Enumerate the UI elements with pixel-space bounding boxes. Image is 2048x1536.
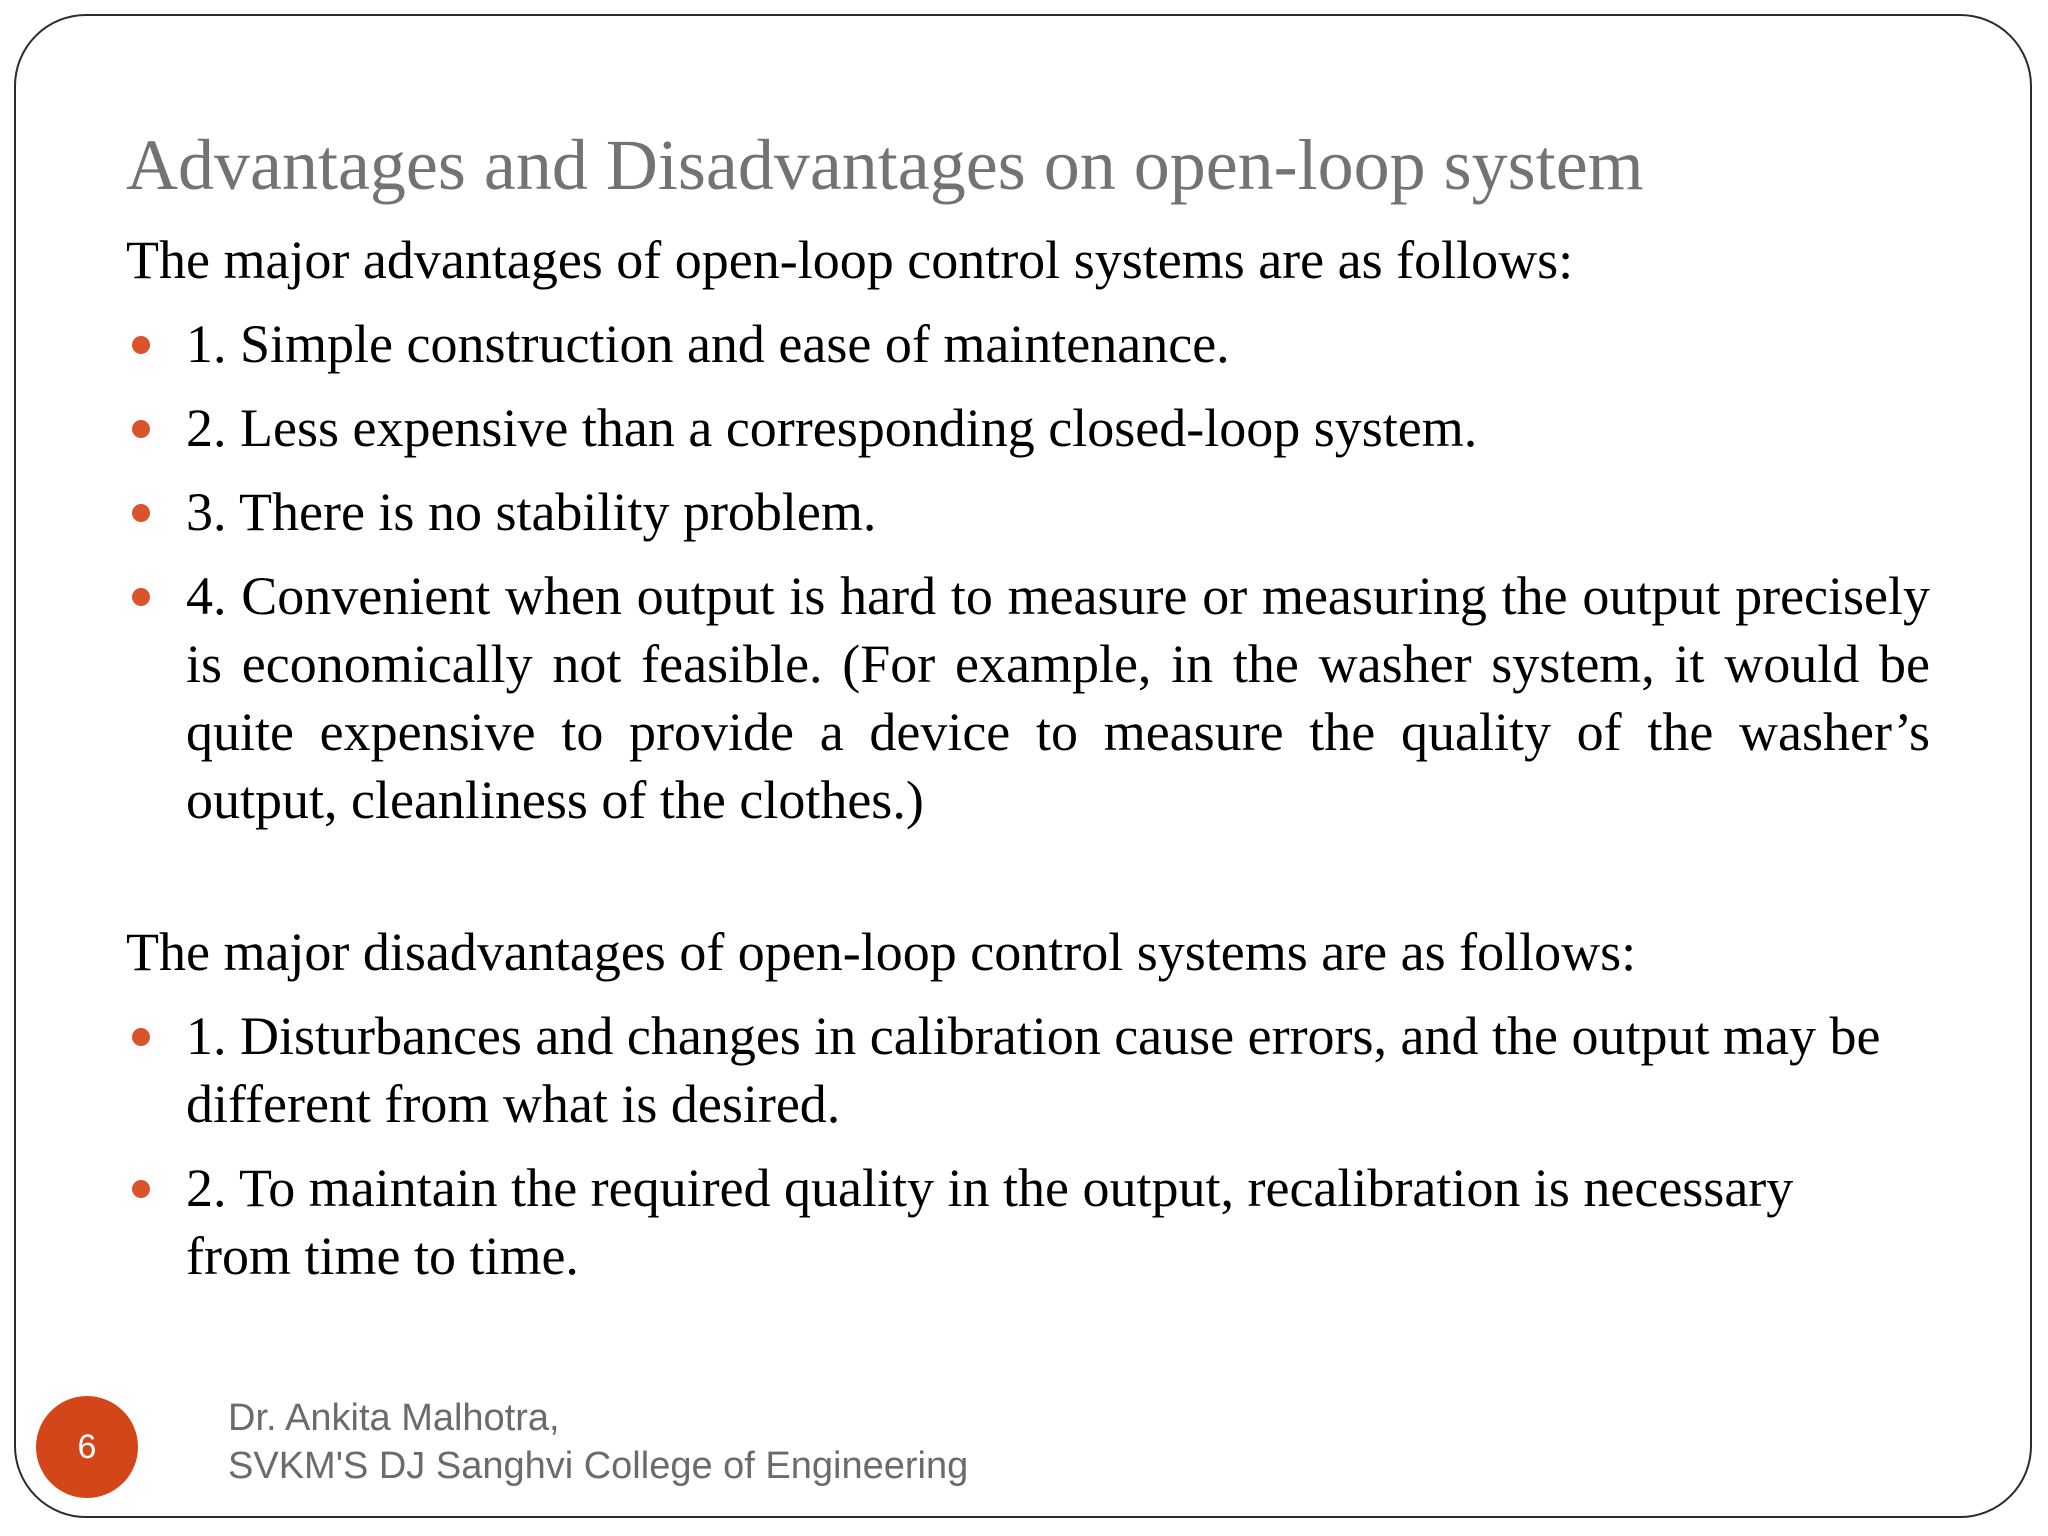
advantage-item-text: 4. Convenient when output is hard to measure or measuring the output precisely is economically not feasible. (For example, in the washer system, it would be quite expensive to provide a device to measure the quality of the washer’s output, cleanliness of the clothes.) bbox=[186, 566, 1930, 830]
advantage-item-text: 1. Simple construction and ease of maintenance. bbox=[186, 314, 1230, 374]
slide-frame bbox=[14, 14, 2032, 1518]
bullet-dot-icon bbox=[132, 420, 150, 438]
footer-institution: SVKM'S DJ Sanghvi College of Engineering bbox=[228, 1445, 969, 1487]
advantages-lead: The major advantages of open-loop control systems are as follows: bbox=[126, 230, 1574, 290]
bullet-dot-icon bbox=[132, 1180, 150, 1198]
bullet-dot-icon bbox=[132, 588, 150, 606]
disadvantage-item-text: 2. To maintain the required quality in the output, recalibration is necessary from time to time. bbox=[186, 1158, 1794, 1286]
footer-author: Dr. Ankita Malhotra, bbox=[228, 1397, 560, 1439]
footer-credit bbox=[228, 1394, 968, 1490]
advantages-list bbox=[126, 310, 1946, 834]
advantage-item-4 bbox=[126, 562, 1946, 834]
advantage-item-3 bbox=[126, 478, 1946, 546]
disadvantage-item-1 bbox=[126, 1002, 1946, 1138]
bullet-dot-icon bbox=[132, 336, 150, 354]
advantage-item-text: 3. There is no stability problem. bbox=[186, 482, 877, 542]
disadvantages-lead: The major disadvantages of open-loop control systems are as follows: bbox=[126, 922, 1637, 982]
advantage-item-text: 2. Less expensive than a corresponding closed-loop system. bbox=[186, 398, 1478, 458]
disadvantages-list bbox=[126, 1002, 1946, 1290]
disadvantage-item-text: 1. Disturbances and changes in calibration cause errors, and the output may be different from what is desired. bbox=[186, 1006, 1881, 1134]
disadvantage-item-2 bbox=[126, 1154, 1946, 1290]
advantage-item-1 bbox=[126, 310, 1946, 378]
page-number-badge: 6 bbox=[36, 1396, 138, 1498]
bullet-dot-icon bbox=[132, 504, 150, 522]
slide-content bbox=[126, 226, 1946, 1290]
bullet-dot-icon bbox=[132, 1028, 150, 1046]
slide-title: Advantages and Disadvantages on open-loop system bbox=[126, 125, 1644, 205]
section-spacer bbox=[126, 834, 1946, 918]
advantage-item-2 bbox=[126, 394, 1946, 462]
